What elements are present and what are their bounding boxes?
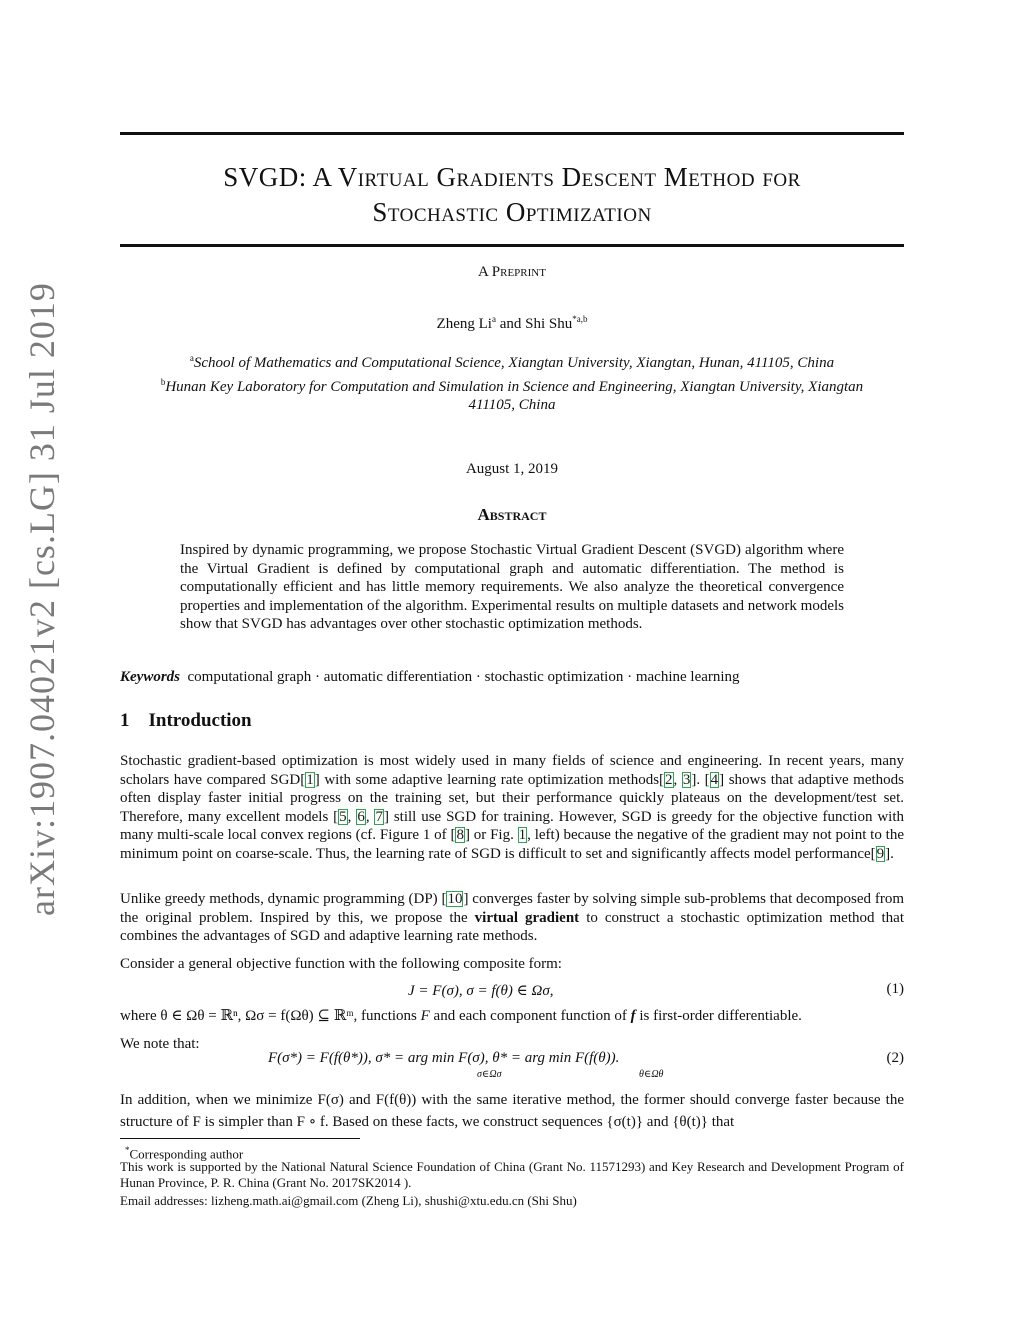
keywords-text: computational graph · automatic differentiation · stochastic optimization · machine learning (187, 669, 740, 685)
paper-title-line1: SVGD: A Virtual Gradients Descent Method for (223, 162, 801, 192)
paper-title-line2: Stochastic Optimization (372, 197, 652, 227)
citation-link[interactable]: 10 (447, 891, 463, 907)
author-2-affil: *a,b (572, 314, 588, 324)
intro-paragraph-1: Stochastic gradient-based optimization is most widely used in many fields of science and engineering. In recent years, many scholars have compared SGD[1] with some adaptive learning rate optimization methods[2, 3]. [4] shows that adaptive methods often display faster initial progress on the training set, but their performance quickly plateaus on the development/test set. Therefore, many excellent models [5, 6, 7] still use SGD for training. However, SGD is greedy for the objective function with many multi-scale local convex regions (cf. Figure 1 of [8] or Fig. 1, left) because the negative of the gradient may not point to the minimum point on coarse-scale. Thus, the learning rate of SGD is difficult to set and significantly affects model performance[9]. (120, 753, 905, 862)
citation-link[interactable]: 1 (306, 771, 314, 788)
affiliation-b-line2: 411105, China (468, 397, 556, 413)
equation-2-number: (2) (886, 1050, 904, 1066)
equation-1 (120, 981, 904, 1001)
footnote-emails: Email addresses: lizheng.math.ai@gmail.com (Zheng Li), shushi@xtu.edu.cn (Shi Shu) (120, 1193, 577, 1208)
affiliation-b: $^b$Hunan Key Laboratory for Computation and Simulation in Science and Engineering, Xiangtan University, Xiangtan (160, 376, 864, 395)
keywords-label: Keywords (120, 669, 180, 685)
affiliations (120, 349, 904, 415)
affiliation-a: $^a$School of Mathematics and Computational Science, Xiangtan University, Xiangtan, Hunan, 411105, China (189, 353, 835, 371)
affiliation-a-mark: a (189, 353, 194, 363)
abstract-heading: Abstract (477, 505, 547, 524)
equation-2-sub-sigma: σ∈Ωσ (477, 1069, 502, 1080)
intro-paragraph-4: where θ ∈ Ωθ = ℝⁿ, Ωσ = f(Ωθ) ⊆ ℝᵐ, functions F and each component function of f is first-order differentiable. (120, 1008, 802, 1024)
footnote-funding: This work is supported by the National Natural Science Foundation of China (Grant No. 11571293) and Key Research and Development Program of Hunan Province, P. R. China (Grant No. 2017SK2014 ). (120, 1159, 904, 1190)
equation-1-number: (1) (886, 981, 904, 997)
footnote-corresponding: *Corresponding author (125, 1145, 244, 1162)
citation-link[interactable]: 7 (375, 808, 383, 825)
abstract-text: Inspired by dynamic programming, we propose Stochastic Virtual Gradient Descent (SVGD) algorithm where the Virtual Gradient is defined by computational graph and automatic differentiation. The method is computationally efficient and has little memory requirements. We also analyze the theoretical convergence properties and implementation of the algorithm. Experimental results on multiple datasets and network models show that SVGD has advantages over other stochastic optimization methods. (180, 542, 845, 632)
virtual-gradient-term: virtual gradient (474, 909, 580, 926)
citation-link[interactable]: 5 (339, 808, 347, 825)
intro-paragraph-5: We note that: (120, 1036, 200, 1052)
citation-link[interactable]: 4 (710, 771, 719, 788)
citation-link[interactable]: 6 (357, 808, 365, 825)
author-1: Zheng Li (436, 316, 492, 332)
citation-link[interactable]: 3 (682, 771, 691, 788)
author-2: Shi Shu (525, 316, 573, 332)
equation-2-sub-theta: θ∈Ωθ (639, 1069, 664, 1080)
equation-2-body: F(σ*) = F(f(θ*)), σ* = arg min F(σ), θ* = arg min F(f(θ)). (268, 1050, 620, 1066)
equation-1-body: J = F(σ), σ = f(θ) ∈ Ωσ, (408, 983, 554, 999)
preprint-label: A Preprint (478, 264, 546, 280)
section-title: Introduction (148, 710, 252, 731)
equation-2 (120, 1050, 904, 1086)
citation-link[interactable]: 9 (876, 845, 885, 862)
footnote-rule (120, 1138, 360, 1139)
affiliation-b-mark: b (160, 376, 166, 387)
intro-paragraph-6: In addition, when we minimize F(σ) and F(f(θ)) with the same iterative method, the former should converge faster because the structure of F is simpler than F ∘ f. Based on these facts, we construct sequences {σ(t)} and {θ(t)} that (120, 1092, 904, 1130)
intro-paragraph-2: Unlike greedy methods, dynamic programming (DP) [10] converges faster by solving simple sub-problems that decomposed from the original problem. Inspired by this, we propose the virtual gradient to construct a stochastic optimization method that combines the advantages of SGD and adaptive learning rate methods. (120, 891, 905, 944)
title-top-rule (120, 132, 904, 135)
authors (120, 314, 904, 333)
section-heading (120, 712, 904, 731)
intro-paragraph-3: Consider a general objective function with the following composite form: (120, 956, 562, 972)
title-bottom-rule (120, 244, 904, 247)
citation-link[interactable]: 8 (456, 827, 464, 843)
citation-link[interactable]: 2 (665, 771, 673, 788)
keywords (120, 668, 904, 687)
author-1-affil: a (491, 314, 496, 324)
author-joiner: and (495, 316, 526, 332)
footnote-star: * (125, 1145, 130, 1155)
paper-date: August 1, 2019 (465, 461, 559, 477)
figure-link[interactable]: 1 (518, 827, 527, 843)
arxiv-identifier: arXiv:1907.04021v2 [cs.LG] 31 Jul 2019 (22, 282, 62, 916)
section-number: 1 (120, 710, 130, 731)
